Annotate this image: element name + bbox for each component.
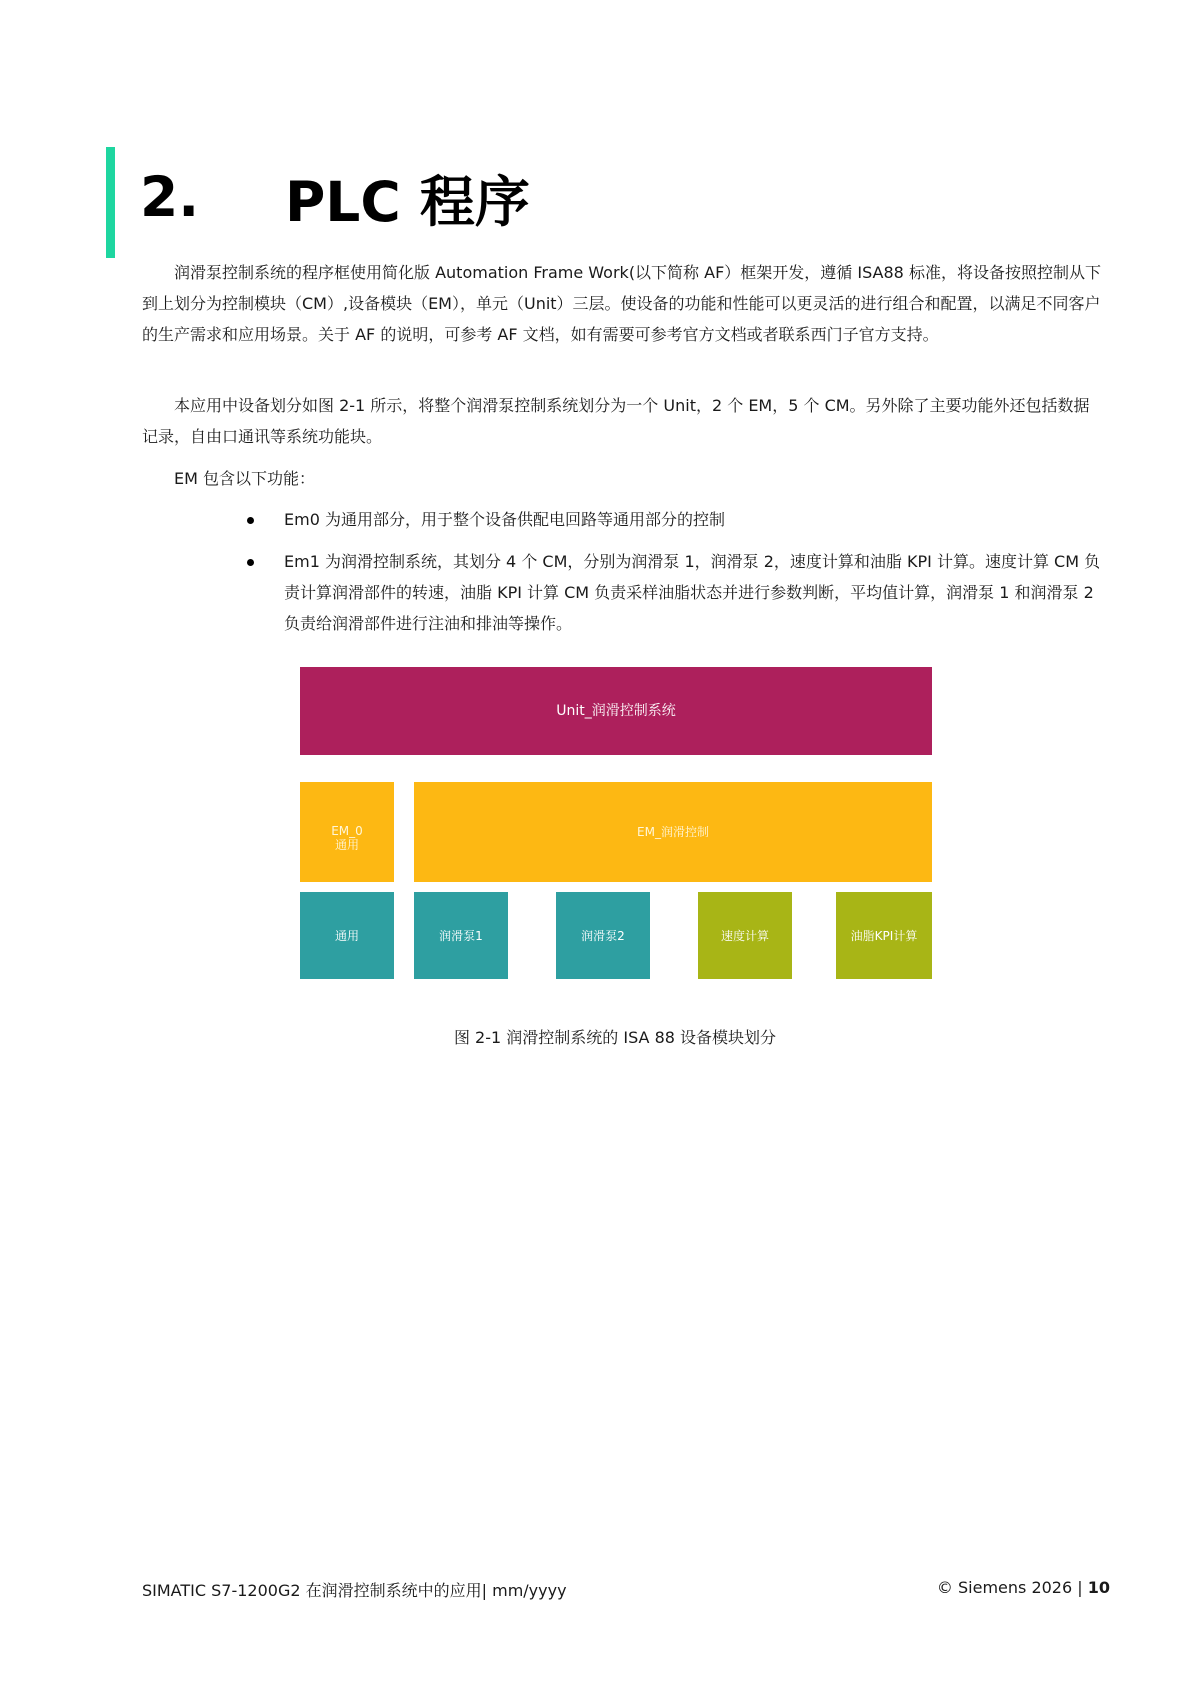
list-item: [240, 504, 1110, 535]
footer-copyright: [937, 1578, 1110, 1597]
footer-document-title: SIMATIC S7-1200G2 在润滑控制系统中的应用| mm/yyyy: [142, 1581, 567, 1600]
section-title: PLC 程序: [285, 169, 530, 234]
cm-block-pump2: 润滑泵2: [556, 892, 650, 979]
em0-block: EM_0 通用: [300, 782, 394, 882]
em1-block: EM_润滑控制: [414, 782, 932, 882]
figure-caption: 图 2-1 润滑控制系统的 ISA 88 设备模块划分: [453, 1028, 777, 1047]
bullet-dot-icon: [247, 517, 254, 524]
paragraph-em-functions: EM 包含以下功能：: [174, 469, 316, 488]
cm-block-grease-kpi: 油脂KPI计算: [836, 892, 932, 979]
cm-block-general: 通用: [300, 892, 394, 979]
page-number: 10: [1087, 1578, 1110, 1597]
cm-block-speed-calc: 速度计算: [698, 892, 792, 979]
paragraph-division: 本应用中设备划分如图 2-1 所示，将整个润滑泵控制系统划分为一个 Unit，2 个 EM，5 个 CM。另外除了主要功能外还包括数据记录，自由口通讯等系统功能块。: [142, 396, 1090, 446]
cm-block-pump1: 润滑泵1: [414, 892, 508, 979]
list-item-text: Em0 为通用部分，用于整个设备供配电回路等通用部分的控制: [284, 510, 725, 529]
list-item-text: Em1 为润滑控制系统，其划分 4 个 CM，分别为润滑泵 1，润滑泵 2，速度计算和油脂 KPI 计算。速度计算 CM 负责计算润滑部件的转速，油脂 KPI 计算 CM 负责采样油脂状态并进行参数判断，平均值计算，润滑泵 1 和润滑泵 2 负责给润滑部件进行注油和排油等操作。: [284, 552, 1101, 633]
list-item: [240, 546, 1110, 639]
isa88-module-diagram: [300, 667, 932, 987]
section-number: 2.: [140, 165, 200, 229]
bullet-dot-icon: [247, 559, 254, 566]
unit-block: Unit_润滑控制系统: [300, 667, 932, 755]
copyright-text: © Siemens 2026 |: [936, 1578, 1088, 1597]
heading-accent-bar: [106, 147, 115, 258]
section-heading: [140, 162, 530, 232]
em-function-list: [240, 504, 1110, 650]
paragraph-intro: 润滑泵控制系统的程序框使用简化版 Automation Frame Work(以下简称 AF）框架开发，遵循 ISA88 标准，将设备按照控制从下到上划分为控制模块（CM）,设备模块（EM），单元（Unit）三层。使设备的功能和性能可以更灵活的进行组合和配置，以满足不同客户的生产需求和应用场景。关于 AF 的说明，可参考 AF 文档，如有需要可参考官方文档或者联系西门子官方支持。: [142, 263, 1101, 344]
